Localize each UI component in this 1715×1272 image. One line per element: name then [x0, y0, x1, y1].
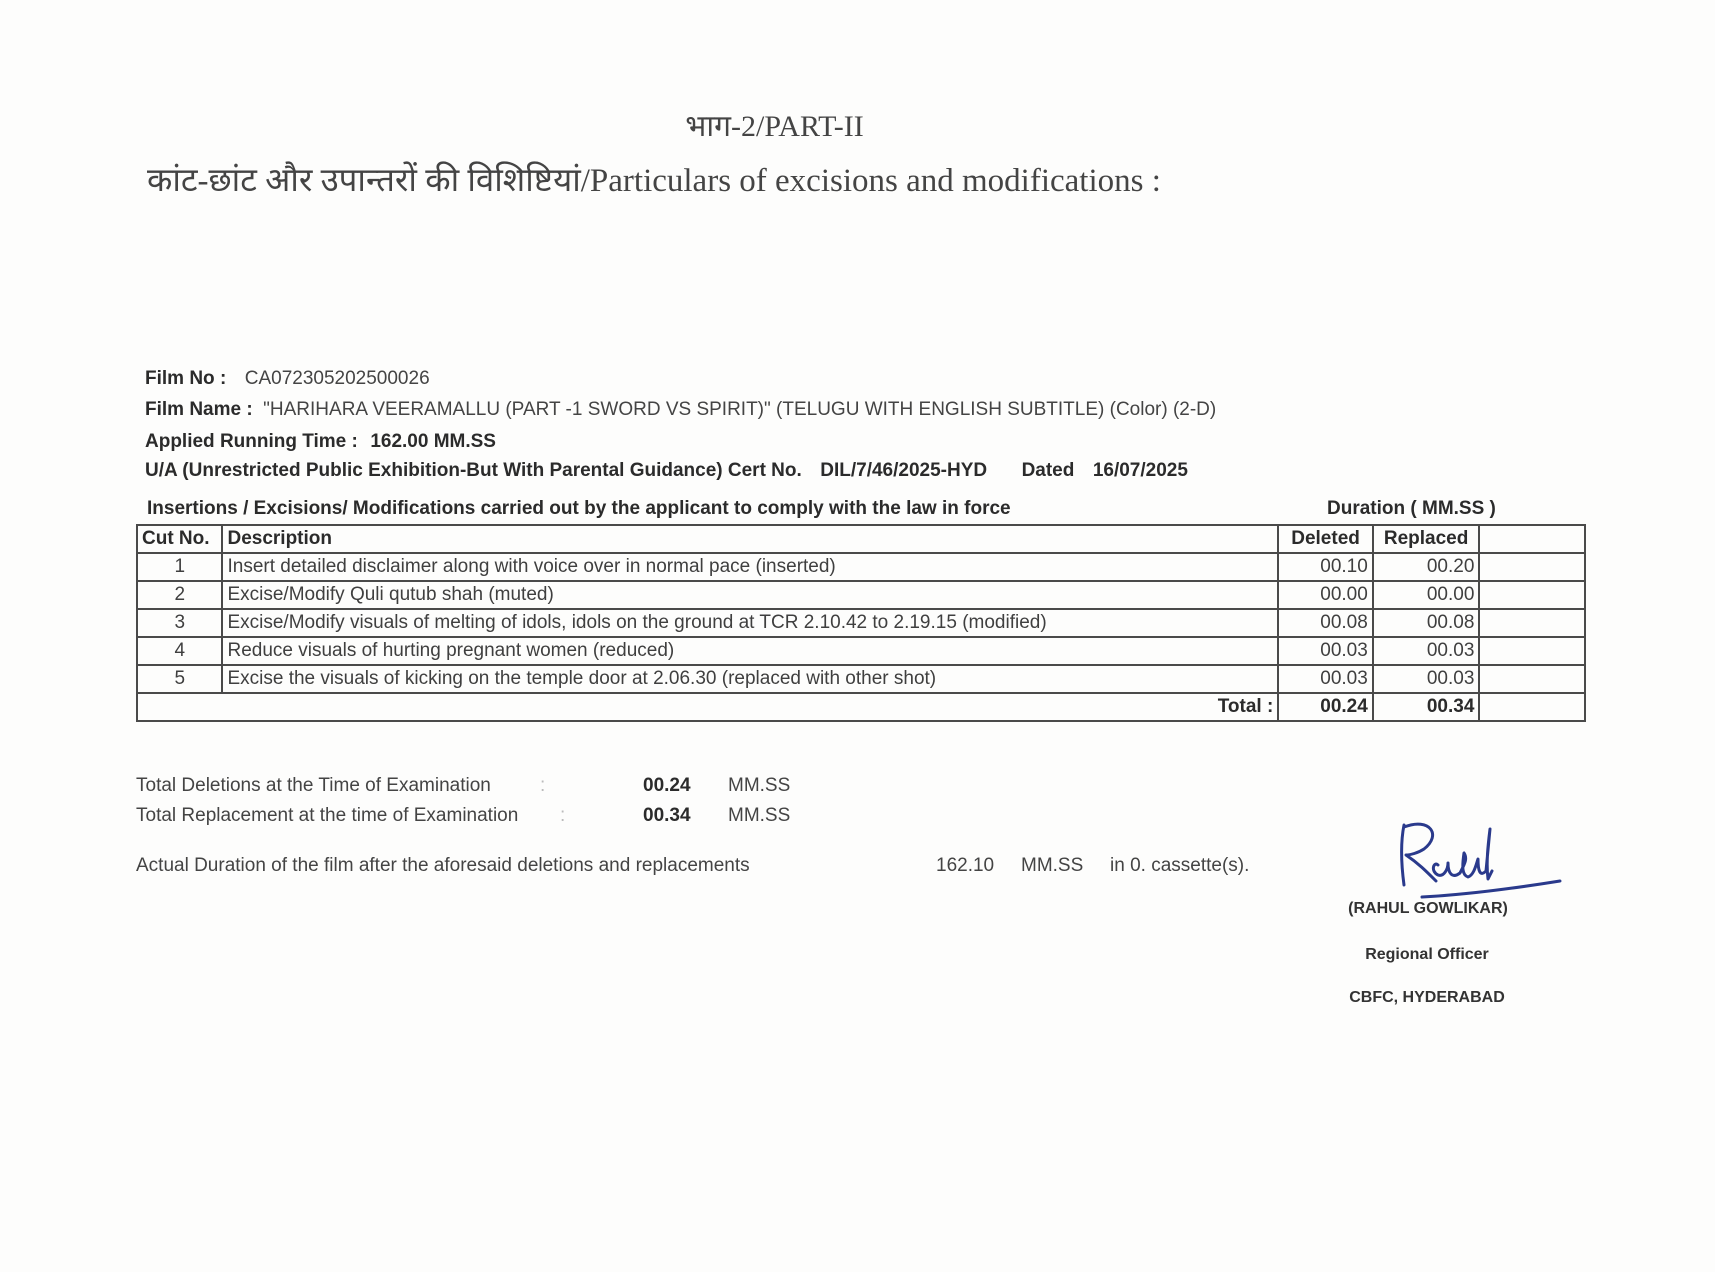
dated-value: 16/07/2025 — [1092, 460, 1188, 481]
table-caption: Insertions / Excisions/ Modifications carried out by the applicant to comply with the law in force — [147, 498, 1011, 519]
cut-description: Excise/Modify visuals of melting of idols, idols on the ground at TCR 2.10.42 to 2.19.15 (modified) — [222, 609, 1278, 637]
cut-replaced: 00.03 — [1373, 665, 1480, 693]
header-description: Description — [222, 525, 1278, 553]
signatory-designation: Regional Officer — [1365, 946, 1489, 963]
cut-no: 3 — [137, 609, 222, 637]
cut-blank — [1479, 553, 1585, 581]
total-blank — [1479, 693, 1585, 721]
deletions-label: Total Deletions at the Time of Examination — [136, 775, 491, 796]
header-deleted: Deleted — [1278, 525, 1373, 553]
table-row — [137, 581, 1585, 609]
cut-no: 5 — [137, 665, 222, 693]
part-label: भाग-2/PART-II — [685, 110, 864, 143]
deletions-unit: MM.SS — [728, 775, 791, 796]
deletions-sep: : — [540, 775, 546, 796]
cert-number: DIL/7/46/2025-HYD — [820, 460, 988, 481]
cut-replaced: 00.08 — [1373, 609, 1480, 637]
total-deleted: 00.24 — [1278, 693, 1373, 721]
replacement-value: 00.34 — [643, 805, 691, 826]
actual-duration-suffix: in 0. cassette(s). — [1110, 855, 1250, 876]
page-title: कांट-छांट और उपान्तरों की विशिष्टियां/Particulars of excisions and modifications : — [147, 163, 1161, 199]
header-cut-no: Cut No. — [137, 525, 222, 553]
cut-blank — [1479, 609, 1585, 637]
cut-deleted: 00.03 — [1278, 665, 1373, 693]
cut-deleted: 00.03 — [1278, 637, 1373, 665]
film-name-value: "HARIHARA VEERAMALLU (PART -1 SWORD VS SPIRIT)" (TELUGU WITH ENGLISH SUBTITLE) (Color) (2-D) — [263, 399, 1217, 420]
running-time-label: Applied Running Time : — [145, 431, 358, 452]
cuts-table — [136, 524, 1586, 722]
table-total-row — [137, 693, 1585, 721]
cut-replaced: 00.03 — [1373, 637, 1480, 665]
actual-duration-unit: MM.SS — [1021, 855, 1084, 876]
film-name-row — [145, 399, 1216, 421]
table-row — [137, 665, 1585, 693]
signatory-office: CBFC, HYDERABAD — [1349, 989, 1505, 1006]
table-row — [137, 637, 1585, 665]
cut-blank — [1479, 665, 1585, 693]
cut-blank — [1479, 581, 1585, 609]
film-no-row — [145, 368, 430, 390]
signature — [1390, 815, 1565, 905]
cut-description: Excise/Modify Quli qutub shah (muted) — [222, 581, 1278, 609]
cut-description: Excise the visuals of kicking on the temple door at 2.06.30 (replaced with other shot) — [222, 665, 1278, 693]
actual-duration-label: Actual Duration of the film after the aforesaid deletions and replacements — [136, 855, 750, 876]
total-label: Total : — [137, 693, 1278, 721]
cut-replaced: 00.00 — [1373, 581, 1480, 609]
cut-description: Reduce visuals of hurting pregnant women (reduced) — [222, 637, 1278, 665]
running-time-row — [145, 431, 496, 453]
header-replaced: Replaced — [1373, 525, 1480, 553]
part-heading — [0, 104, 1715, 145]
cut-replaced: 00.20 — [1373, 553, 1480, 581]
cut-no: 1 — [137, 553, 222, 581]
actual-duration-value: 162.10 — [936, 855, 995, 876]
cut-no: 2 — [137, 581, 222, 609]
film-no-label: Film No : — [145, 368, 227, 389]
cut-blank — [1479, 637, 1585, 665]
replacement-sep: : — [560, 805, 566, 826]
deletions-value: 00.24 — [643, 775, 691, 796]
cert-label: U/A (Unrestricted Public Exhibition-But With Parental Guidance) Cert No. — [145, 460, 802, 481]
signatory-name: (RAHUL GOWLIKAR) — [1348, 900, 1508, 917]
cut-deleted: 00.10 — [1278, 553, 1373, 581]
table-row — [137, 609, 1585, 637]
table-header-row — [137, 525, 1585, 553]
dated-label: Dated — [1021, 460, 1075, 481]
running-time-value: 162.00 MM.SS — [370, 431, 496, 452]
replacement-unit: MM.SS — [728, 805, 791, 826]
duration-label: Duration ( MM.SS ) — [1327, 498, 1496, 519]
certificate-row — [145, 460, 1188, 482]
replacement-label: Total Replacement at the time of Examination — [136, 805, 519, 826]
cut-no: 4 — [137, 637, 222, 665]
film-name-label: Film Name : — [145, 399, 253, 420]
cut-description: Insert detailed disclaimer along with voice over in normal pace (inserted) — [222, 553, 1278, 581]
cut-deleted: 00.00 — [1278, 581, 1373, 609]
cut-deleted: 00.08 — [1278, 609, 1373, 637]
film-no-value: CA072305202500026 — [244, 368, 430, 389]
total-replaced: 00.34 — [1373, 693, 1480, 721]
header-blank — [1479, 525, 1585, 553]
table-row — [137, 553, 1585, 581]
